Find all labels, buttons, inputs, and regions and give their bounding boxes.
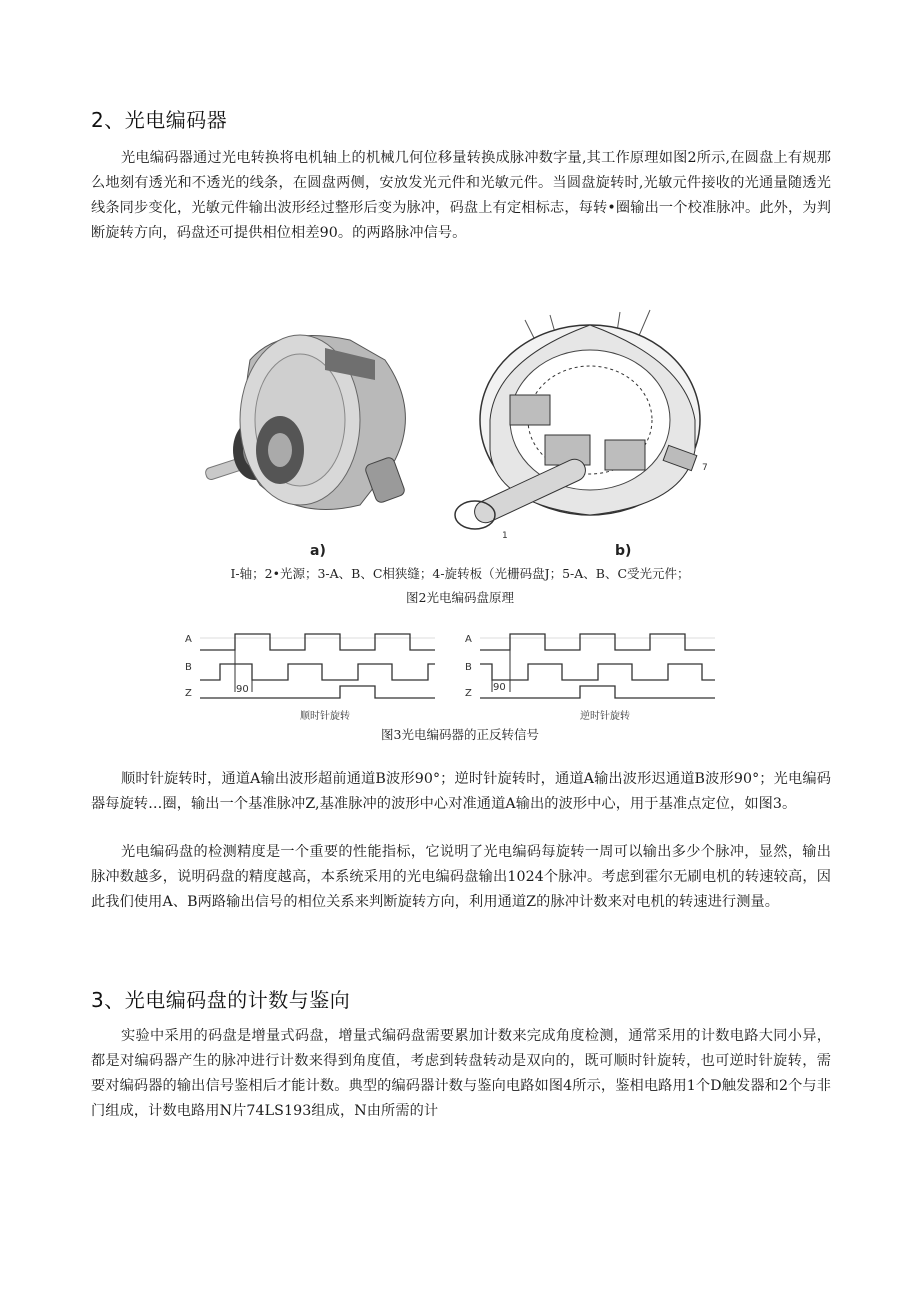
callout-1: 1 [502,531,508,541]
figure-label-b: b) [615,543,632,559]
left-label-b: B [185,662,192,673]
right-channel-b-wave [480,664,715,680]
left-phase-label: 90 [236,684,249,695]
paragraph: 光电编码盘的检测精度是一个重要的性能指标，它说明了光电编码每旋转一周可以输出多少个脉冲，显然，输出脉冲数越多，说明码盘的精度越高，本系统采用的光电编码盘输出1024个脉冲。考虑到霍尔无刷电机的转速较高，因此我们使用A、B两路输出信号的相位关系来判断旋转方向，利用通道Z的脉冲计数来对电机的转速进行测量。 [91,844,831,910]
encoder-exploded-view [455,310,708,559]
clockwise-label: 顺时针旋转 [300,711,350,722]
section-heading: 2、光电编码器 [91,108,228,132]
figure-3 [180,624,740,724]
figure-2-caption: 图2光电编码盘原理 [406,590,514,605]
figure-2 [190,300,730,560]
right-phase-label: 90 [493,682,506,693]
right-label-z: Z [465,688,472,699]
waveform-diagram [180,624,740,724]
figure-3-caption: 图3光电编码器的正反转信号 [381,727,539,742]
callout-7: 7 [702,463,708,473]
encoder-illustration [190,300,730,560]
left-label-z: Z [185,688,192,699]
figure-label-a: a) [310,543,326,559]
right-channel-a-wave [480,634,715,650]
right-label-a: A [465,634,472,645]
figure-2-legend: I-轴；2•光源；3-A、B、C相狭缝；4-旋转板（光栅码盘J；5-A、B、C受光元件； [230,566,690,581]
encoder-photo [204,335,406,559]
paragraph: 顺时针旋转时，通道A输出波形超前通道B波形90°；逆时针旋转时，通道A输出波形迟通道B波形90°；光电编码器每旋转…圈，输出一个基准脉冲Z,基准脉冲的波形中心对准通道A输出的波形中心，用于基准点定位，如图3。 [91,771,831,812]
left-label-a: A [185,634,192,645]
right-label-b: B [465,662,472,673]
counterclockwise-label: 逆时针旋转 [580,711,630,722]
section-heading: 3、光电编码盘的计数与鉴向 [91,988,351,1012]
paragraph: 光电编码器通过光电转换将电机轴上的机械几何位移量转换成脉冲数字量,其工作原理如图2所示,在圆盘上有规那么地刻有透光和不透光的线条，在圆盘两侧，安放发光元件和光敏元件。当圆盘旋转时,光敏元件接收的光通量随透光线条同步变化，光敏元件输出波形经过整形后变为脉冲，码盘上有定相标志，每转•圈输出一个校准脉冲。此外，为判断旋转方向，码盘还可提供相位相差90。的两路脉冲信号。 [91,150,831,241]
paragraph: 实验中采用的码盘是增量式码盘，增量式编码盘需要累加计数来完成角度检测，通常采用的计数电路大同小异，都是对编码器产生的脉冲进行计数来得到角度值，考虑到转盘转动是双向的，既可顺时针旋转，也可逆时针旋转，需要对编码器的输出信号鉴相后才能计数。典型的编码器计数与鉴向电路如图4所示，鉴相电路用1个D触发器和2个与非门组成，计数电路用N片74LS193组成，N由所需的计 [91,1028,831,1119]
right-channel-z-wave [480,686,715,698]
